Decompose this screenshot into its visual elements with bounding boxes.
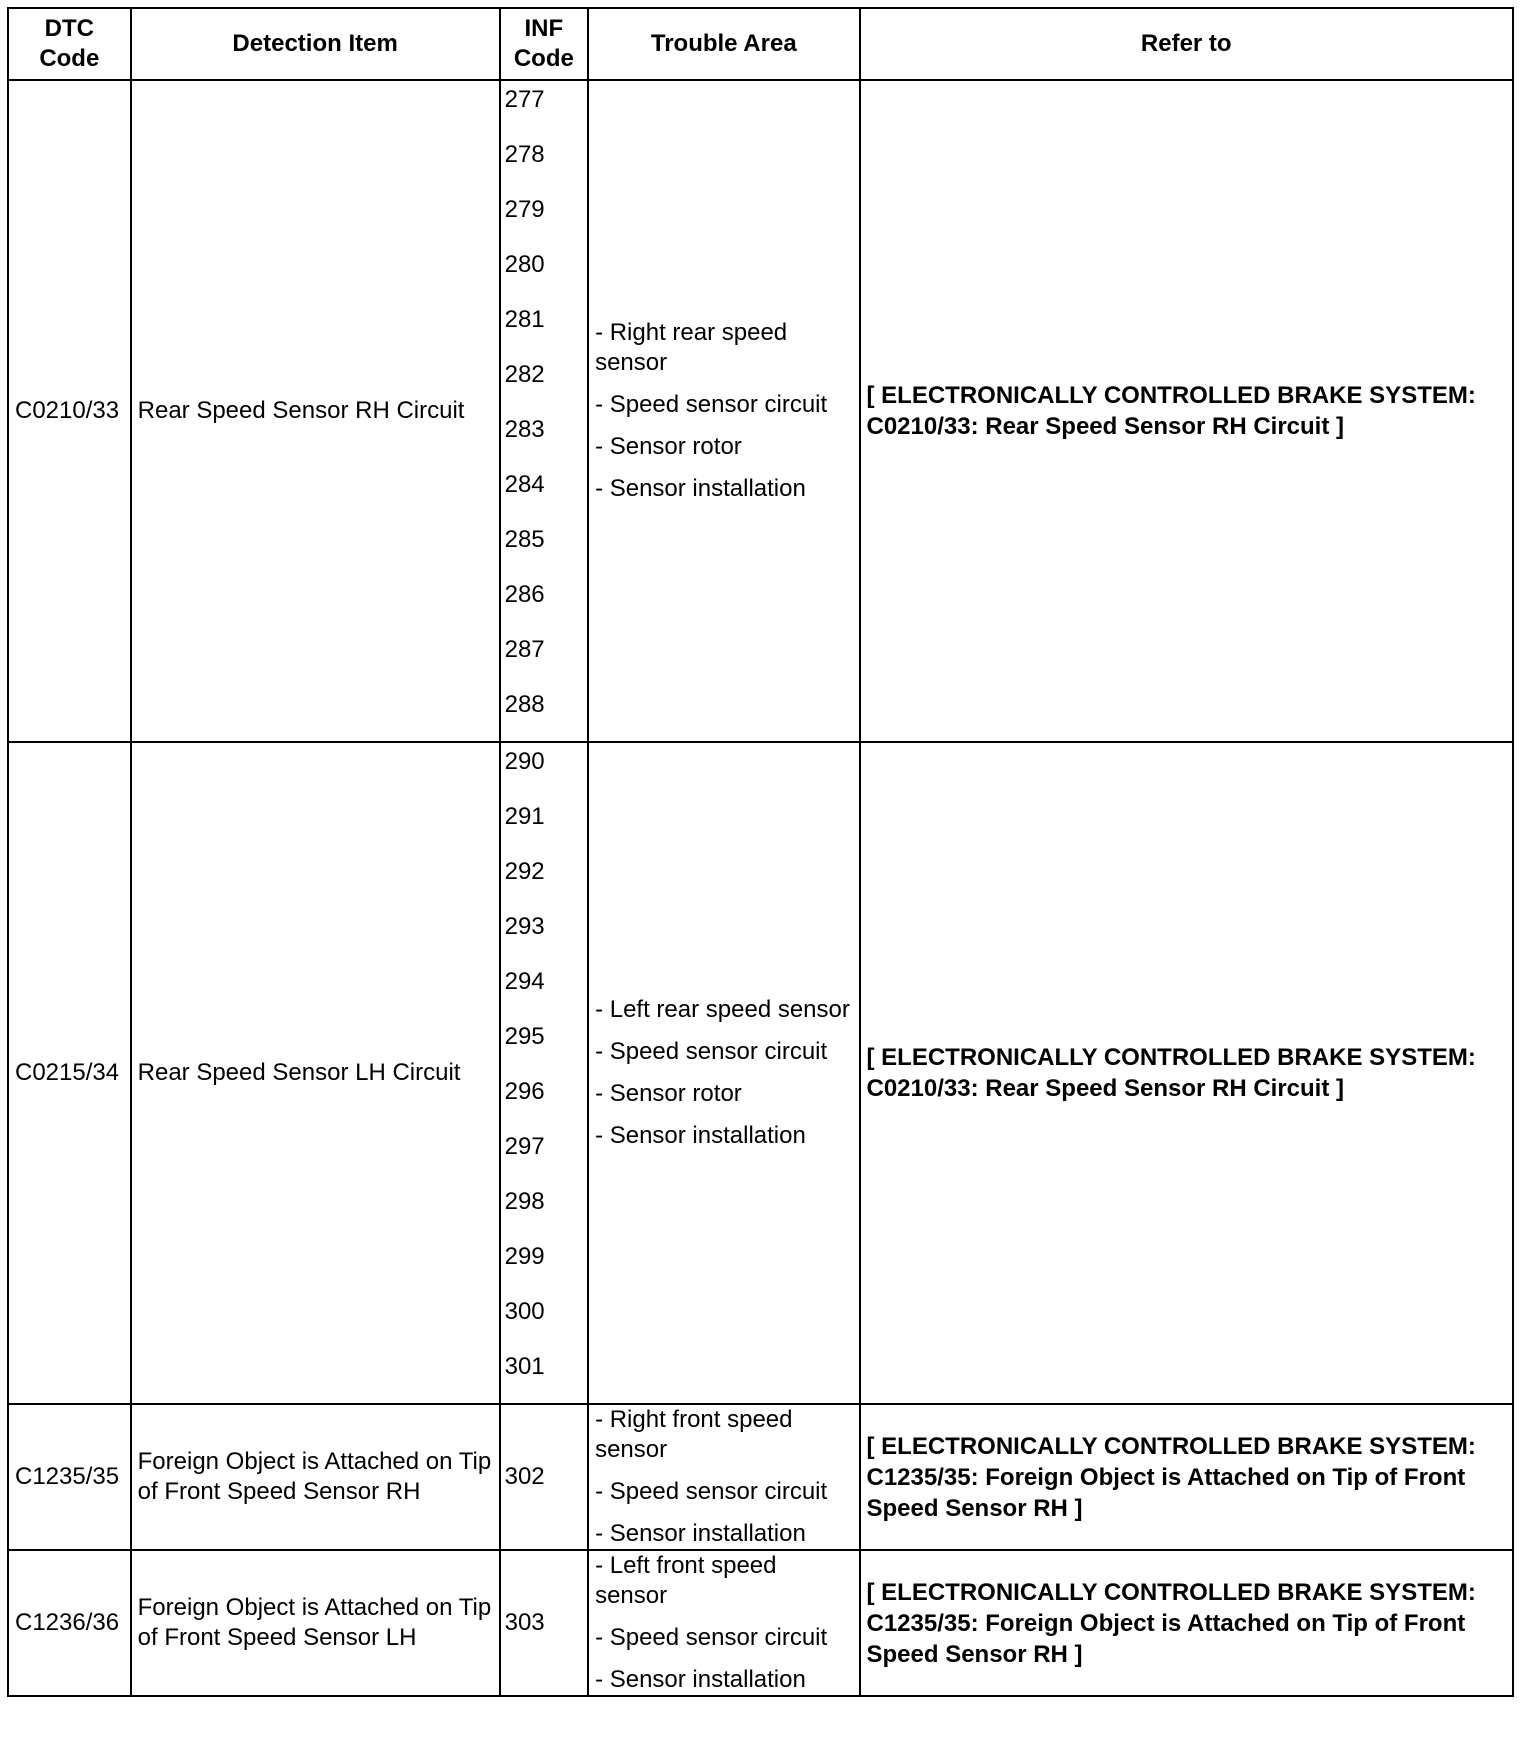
inf-code: 288 — [504, 691, 545, 718]
trouble-area-item: - Left rear speed sensor — [595, 996, 850, 1023]
header-trouble-area — [588, 8, 859, 80]
header-inf-code — [500, 8, 588, 80]
inf-code: 303 — [504, 1609, 545, 1636]
inf-code: 298 — [504, 1188, 545, 1215]
detection-item: Rear Speed Sensor LH Circuit — [137, 1059, 461, 1086]
trouble-area-cell — [588, 1404, 859, 1550]
table-header — [8, 8, 1513, 80]
dtc-code-cell — [8, 80, 131, 742]
inf-code: 278 — [504, 141, 545, 168]
header-refer-to-label: Refer to — [1140, 30, 1232, 57]
inf-code: 284 — [504, 471, 545, 498]
refer-to-cell — [860, 1404, 1514, 1550]
trouble-area-item: - Sensor installation — [595, 1520, 806, 1547]
trouble-area-list — [589, 995, 858, 1151]
inf-code: 302 — [504, 1463, 545, 1490]
inf-code: 299 — [504, 1243, 545, 1270]
inf-code-cell — [500, 80, 588, 742]
table-row — [8, 742, 1513, 1404]
trouble-area-item: - Right rear speed sensor — [595, 319, 788, 376]
inf-code: 279 — [504, 196, 545, 223]
trouble-area-item: - Sensor installation — [595, 475, 806, 502]
inf-code-cell — [500, 1550, 588, 1696]
dtc-table — [7, 7, 1514, 1697]
refer-to-cell — [860, 80, 1514, 742]
inf-code: 286 — [504, 581, 545, 608]
header-dtc-code-label: DTC Code — [39, 15, 100, 72]
trouble-area-item: - Sensor installation — [595, 1666, 806, 1693]
trouble-area-item: - Speed sensor circuit — [595, 391, 828, 418]
inf-code: 285 — [504, 526, 545, 553]
dtc-code: C1236/36 — [15, 1609, 120, 1636]
dtc-code-cell — [8, 1404, 131, 1550]
inf-code: 295 — [504, 1023, 545, 1050]
refer-to-link[interactable]: [ ELECTRONICALLY CONTROLLED BRAKE SYSTEM: C0210/33: Rear Speed Sensor RH Circuit ] — [866, 382, 1476, 440]
inf-code: 290 — [504, 748, 545, 775]
trouble-area-item: - Speed sensor circuit — [595, 1624, 828, 1651]
header-detection-item — [131, 8, 500, 80]
refer-to-cell — [860, 1550, 1514, 1696]
inf-code: 301 — [504, 1353, 545, 1380]
dtc-code-cell — [8, 1550, 131, 1696]
detection-item: Rear Speed Sensor RH Circuit — [137, 397, 465, 424]
detection-item: Foreign Object is Attached on Tip of Front Speed Sensor LH — [137, 1594, 492, 1651]
inf-code: 300 — [504, 1298, 545, 1325]
trouble-area-item: - Speed sensor circuit — [595, 1038, 828, 1065]
inf-code: 280 — [504, 251, 545, 278]
dtc-code: C0210/33 — [15, 397, 120, 424]
dtc-code: C1235/35 — [15, 1463, 120, 1490]
inf-code-cell — [500, 742, 588, 1404]
detection-item: Foreign Object is Attached on Tip of Front Speed Sensor RH — [137, 1448, 492, 1505]
table-row — [8, 80, 1513, 742]
trouble-area-item: - Left front speed sensor — [595, 1552, 777, 1609]
table-body — [8, 80, 1513, 1696]
refer-to-cell — [860, 742, 1514, 1404]
trouble-area-cell — [588, 742, 859, 1404]
inf-code: 294 — [504, 968, 545, 995]
trouble-area-item: - Sensor installation — [595, 1122, 806, 1149]
header-inf-code-label: INF Code — [513, 15, 574, 72]
inf-code: 293 — [504, 913, 545, 940]
trouble-area-item: - Right front speed sensor — [595, 1406, 793, 1463]
inf-code: 281 — [504, 306, 545, 333]
detection-item-cell — [131, 742, 500, 1404]
inf-code: 277 — [504, 86, 545, 113]
detection-item-cell — [131, 80, 500, 742]
inf-code-list — [501, 81, 587, 741]
refer-to-link[interactable]: [ ELECTRONICALLY CONTROLLED BRAKE SYSTEM: C1235/35: Foreign Object is Attached on Tip of Front Speed Sensor RH ] — [866, 1432, 1476, 1522]
inf-code: 297 — [504, 1133, 545, 1160]
refer-to-link[interactable]: [ ELECTRONICALLY CONTROLLED BRAKE SYSTEM: C1235/35: Foreign Object is Attached on Tip of Front Speed Sensor RH ] — [866, 1578, 1476, 1668]
inf-code: 296 — [504, 1078, 545, 1105]
header-detection-item-label: Detection Item — [232, 30, 398, 57]
table-row — [8, 1404, 1513, 1550]
inf-code-cell — [500, 1404, 588, 1550]
dtc-code: C0215/34 — [15, 1059, 120, 1086]
header-trouble-area-label: Trouble Area — [650, 30, 797, 57]
table-row — [8, 1550, 1513, 1696]
header-dtc-code — [8, 8, 131, 80]
trouble-area-cell — [588, 1550, 859, 1696]
inf-code: 291 — [504, 803, 545, 830]
trouble-area-item: - Speed sensor circuit — [595, 1478, 828, 1505]
inf-code: 287 — [504, 636, 545, 663]
trouble-area-list — [589, 1405, 858, 1549]
header-refer-to — [860, 8, 1514, 80]
trouble-area-list — [589, 1551, 858, 1695]
detection-item-cell — [131, 1404, 500, 1550]
inf-code: 283 — [504, 416, 545, 443]
inf-code: 292 — [504, 858, 545, 885]
dtc-code-cell — [8, 742, 131, 1404]
trouble-area-cell — [588, 80, 859, 742]
refer-to-link[interactable]: [ ELECTRONICALLY CONTROLLED BRAKE SYSTEM: C0210/33: Rear Speed Sensor RH Circuit ] — [866, 1044, 1476, 1102]
inf-code-list — [501, 743, 587, 1403]
trouble-area-item: - Sensor rotor — [595, 1080, 742, 1107]
inf-code: 282 — [504, 361, 545, 388]
trouble-area-item: - Sensor rotor — [595, 433, 742, 460]
header-row — [8, 8, 1513, 80]
trouble-area-list — [589, 318, 858, 504]
detection-item-cell — [131, 1550, 500, 1696]
